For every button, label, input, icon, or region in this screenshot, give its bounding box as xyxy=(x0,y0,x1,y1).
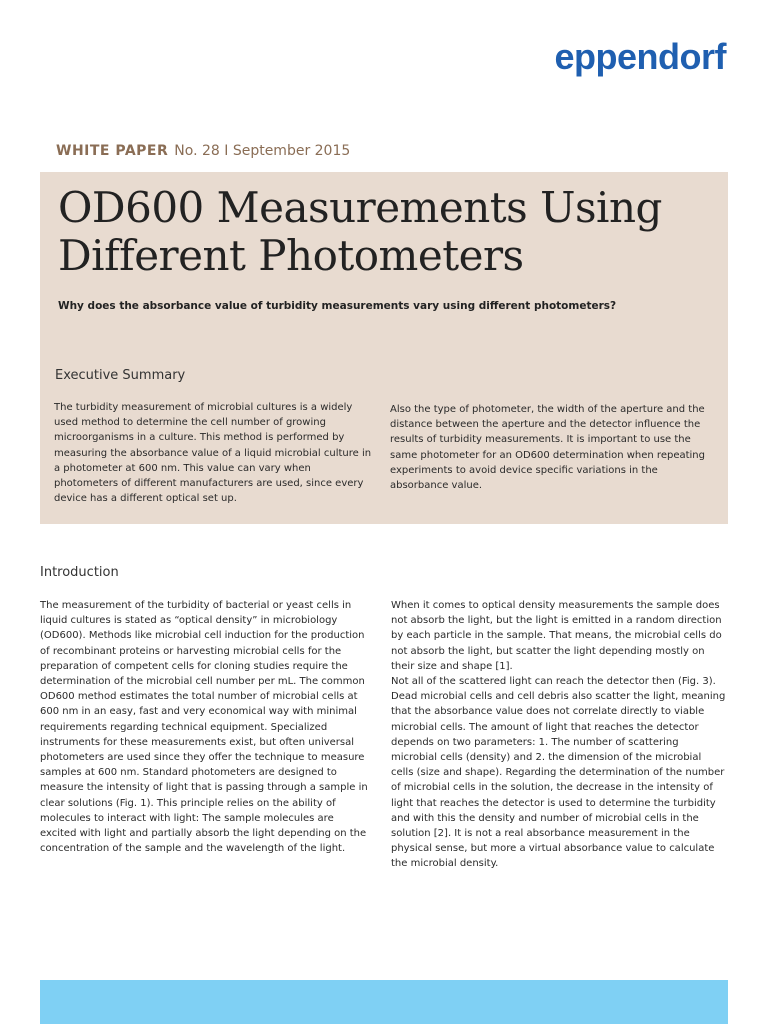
series-line xyxy=(56,143,350,159)
series-label: WHITE PAPER xyxy=(56,143,169,159)
introduction-left-column: The measurement of the turbidity of bacterial or yeast cells in liquid cultures is stated as “optical density” in microbiology (OD600). Methods like microbial cell induction for the production of recombinant proteins or harvesting microbial cells for the preparation of competent cells for cloning studies require the determination of the microbial cell number per mL. The common OD600 method estimates the total number of microbial cells at 600 nm in an easy, fast and very economical way with minimal requirements regarding technical equipment. Specialized instruments for these measurements exist, but often universal photometers are used since they offer the technique to measure samples at 600 nm. Standard photometers are designed to measure the intensity of light that is passing through a sample in clear solutions (Fig. 1). This principle relies on the ability of molecules to interact with light: The sample molecules are excited with light and partially absorb the light depending on the concentration of the sample and the wavelength of the light. xyxy=(40,600,368,855)
introduction-heading: Introduction xyxy=(40,565,119,580)
introduction-right-paragraph-1: When it comes to optical density measurements the sample does not absorb the light, but the light is emitted in a random direction by each particle in the sample. That means, the microbial cells do not absorb the light, but scatter the light depending mostly on their size and shape [1]. xyxy=(391,600,722,672)
page-title: OD600 Measurements Using Different Photometers xyxy=(58,183,662,280)
series-number-date: No. 28 I September 2015 xyxy=(174,143,351,159)
executive-summary-left: The turbidity measurement of microbial cultures is a widely used method to determine the cell number of growing microorganisms in a culture. This method is performed by measuring the absorbance value of a liquid microbial culture in a photometer at 600 nm. This value can vary when photometers of different manufacturers are used, since every device has a different optical set up. xyxy=(54,402,372,505)
introduction-right-paragraph-2: Not all of the scattered light can reach the detector then (Fig. 3). Dead microbial cells and cell debris also scatter the light, meaning that the absorbance value does not correlate directly to viable microbial cells. The amount of light that reaches the detector depends on two parameters: 1. The number of scattering microbial cells (density) and 2. the dimension of the microbial cells (size and shape). Regarding the determination of the number of microbial cells in the solution, the decrease in the intensity of light that reaches the detector is used to determine the turbidity and with this the density and number of microbial cells in the solution [2]. It is not a real absorbance measurement in the physical sense, but more a virtual absorbance value to calculate the microbial density. xyxy=(391,676,726,870)
executive-summary-right: Also the type of photometer, the width of the aperture and the distance between the aperture and the detector influence the results of turbidity measurements. It is important to use the same photometer for an OD600 determination when repeating experiments to avoid device specific variations in the absorbance value. xyxy=(390,404,705,492)
introduction-right-column xyxy=(391,598,726,872)
executive-summary-heading: Executive Summary xyxy=(55,368,186,383)
title-panel xyxy=(40,172,728,524)
footer-bar xyxy=(40,980,728,1024)
page-subtitle: Why does the absorbance value of turbidity measurements vary using different photometers? xyxy=(58,300,617,312)
eppendorf-logo: eppendorf xyxy=(554,36,726,77)
